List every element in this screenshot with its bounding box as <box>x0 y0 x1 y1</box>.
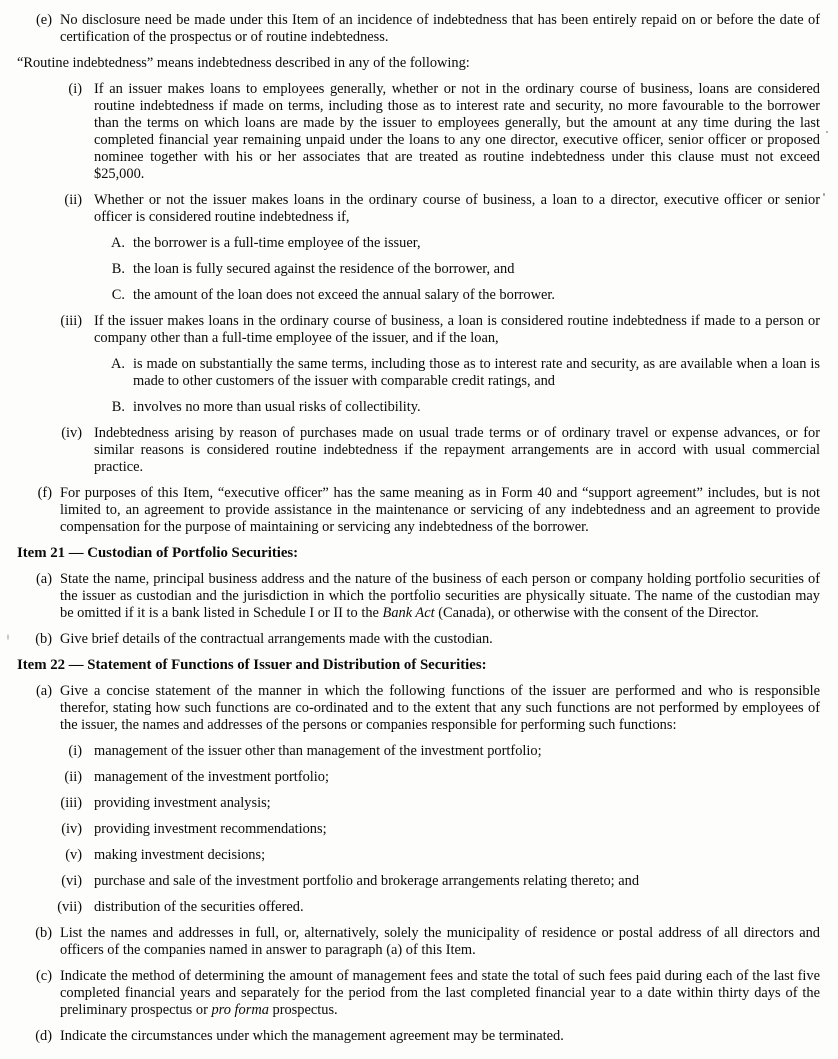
text-run: Indicate the method of determining the amount of management fees and state the total of such fees paid during each of the last five completed financial years and separately for the period from the last completed financial year to a date within thirty days of the preliminary prospectus or <box>60 968 820 1018</box>
list-item <box>0 192 820 226</box>
item-label: B. <box>111 261 125 277</box>
list-item <box>0 399 820 416</box>
item-label: (c) <box>36 968 52 984</box>
item-label: (iii) <box>60 313 82 329</box>
list-item <box>0 847 820 864</box>
item-text <box>94 847 820 864</box>
text-run: If an issuer makes loans to employees generally, whether or not in the ordinary course of business, loans are considered routine indebtedness if made on terms, including those as to interest rate and security, no more favourable to the borrower than the terms on which loans are made by the issuer to employees generally, but the amount at any time during the last completed financial year remaining unpaid under the loans to any one director, executive officer, senior officer or proposed nominee together with his or her associates that are treated as routine indebtedness under this clause must not exceed $25,000. <box>94 81 820 182</box>
item-label: (a) <box>36 571 52 587</box>
item-text <box>94 192 820 226</box>
item-label: (vii) <box>57 899 82 915</box>
item-text <box>60 925 820 959</box>
paragraph <box>17 55 820 72</box>
list-item <box>0 425 820 476</box>
list-item <box>0 81 820 183</box>
list-item <box>0 12 820 46</box>
item-text <box>133 356 820 390</box>
text-run: distribution of the securities offered. <box>94 899 304 915</box>
section-heading <box>17 545 820 562</box>
item-label: A. <box>111 356 125 372</box>
item-text <box>94 313 820 347</box>
item-label: (ii) <box>64 192 82 208</box>
text-run: List the names and addresses in full, or, alternatively, solely the municipality of residence or postal address of all directors and officers of the companies named in answer to paragraph (a) of this Item. <box>60 925 820 958</box>
item-text <box>94 743 820 760</box>
text-run: the loan is fully secured against the residence of the borrower, and <box>133 261 515 277</box>
list-item <box>0 769 820 786</box>
text-run: Whether or not the issuer makes loans in the ordinary course of business, a loan to a director, executive officer or senior officer is considered routine indebtedness if, <box>94 192 820 225</box>
list-item <box>0 261 820 278</box>
item-label: (b) <box>35 925 52 941</box>
text-run: is made on substantially the same terms, including those as to interest rate and security, as are available when a loan is made to other customers of the issuer with comparable credit ratings, and <box>133 356 820 389</box>
item-label: (ii) <box>64 769 82 785</box>
text-run: Item 21 — Custodian of Portfolio Securities: <box>17 545 299 561</box>
item-label: A. <box>111 235 125 251</box>
text-run: the borrower is a full-time employee of the issuer, <box>133 235 421 251</box>
list-item <box>0 356 820 390</box>
list-item <box>0 313 820 347</box>
list-item <box>0 821 820 838</box>
item-label: B. <box>111 399 125 415</box>
item-label: (iv) <box>61 821 82 837</box>
item-text <box>133 261 820 278</box>
scan-speck <box>823 193 825 196</box>
item-text <box>17 55 820 72</box>
item-text <box>60 683 820 734</box>
item-text <box>94 769 820 786</box>
text-run: For purposes of this Item, “executive officer” has the same meaning as in Form 40 and “support agreement” includes, but is not limited to, an agreement to provide assistance in the maintenance or servicing of any indebtedness and an agreement to provide compensation for the purpose of maintaining or servicing any indebtedness of the borrower. <box>60 485 820 535</box>
item-label: (i) <box>68 81 82 97</box>
item-text <box>133 399 820 416</box>
document-body <box>0 12 820 1045</box>
item-label: C. <box>111 287 125 303</box>
italic-text-run: pro forma <box>211 1002 269 1018</box>
item-text <box>94 873 820 890</box>
list-item <box>0 899 820 916</box>
item-label: (e) <box>36 12 52 28</box>
text-run: the amount of the loan does not exceed the annual salary of the borrower. <box>133 287 555 303</box>
section-heading <box>17 657 820 674</box>
list-item <box>0 287 820 304</box>
list-item <box>0 925 820 959</box>
text-run: Indicate the circumstances under which the management agreement may be terminated. <box>60 1028 564 1044</box>
text-run: (Canada), or otherwise with the consent of the Director. <box>434 605 759 621</box>
item-label: (v) <box>65 847 82 863</box>
item-text <box>133 287 820 304</box>
text-run: management of the issuer other than management of the investment portfolio; <box>94 743 542 759</box>
item-text <box>94 821 820 838</box>
item-text <box>60 485 820 536</box>
list-item <box>0 631 820 648</box>
item-text <box>133 235 820 252</box>
list-item <box>0 1028 820 1045</box>
text-run: purchase and sale of the investment portfolio and brokerage arrangements relating thereto; and <box>94 873 640 889</box>
text-run: No disclosure need be made under this Item of an incidence of indebtedness that has been entirely repaid on or before the date of certification of the prospectus or of routine indebtedness. <box>60 12 820 45</box>
text-run: If the issuer makes loans in the ordinary course of business, a loan is considered routine indebtedness if made to a person or company other than a full-time employee of the issuer, and if the loan, <box>94 313 820 346</box>
text-run: Give brief details of the contractual arrangements made with the custodian. <box>60 631 493 647</box>
scan-speck <box>826 131 828 133</box>
item-text <box>94 425 820 476</box>
text-run: providing investment analysis; <box>94 795 271 811</box>
list-item <box>0 795 820 812</box>
list-item <box>0 235 820 252</box>
item-text <box>60 1028 820 1045</box>
item-label: (a) <box>36 683 52 699</box>
text-run: Item 22 — Statement of Functions of Issuer and Distribution of Securities: <box>17 657 487 673</box>
list-item <box>0 485 820 536</box>
list-item <box>0 683 820 734</box>
item-text <box>94 899 820 916</box>
item-text <box>60 631 820 648</box>
list-item <box>0 743 820 760</box>
item-text <box>94 795 820 812</box>
item-label: (b) <box>35 631 52 647</box>
item-label: (iv) <box>61 425 82 441</box>
heading-text <box>17 545 820 562</box>
text-run: making investment decisions; <box>94 847 266 863</box>
item-label: (f) <box>37 485 52 501</box>
list-item <box>0 571 820 622</box>
item-text <box>94 81 820 183</box>
item-text <box>60 968 820 1019</box>
list-item <box>0 968 820 1019</box>
text-run: Indebtedness arising by reason of purchases made on usual trade terms or of ordinary travel or expense advances, or for similar reasons is considered routine indebtedness if the repayment arrangements are in accord with usual commercial practice. <box>94 425 820 475</box>
item-label: (iii) <box>60 795 82 811</box>
text-run: Give a concise statement of the manner in which the following functions of the issuer are performed and who is responsible therefor, stating how such functions are co-ordinated and to the extent that any such functions are not performed by employees of the issuer, the names and addresses of the persons or companies responsible for performing such functions: <box>60 683 820 733</box>
text-run: providing investment recommendations; <box>94 821 327 837</box>
italic-text-run: Bank Act <box>382 605 435 621</box>
text-run: management of the investment portfolio; <box>94 769 329 785</box>
text-run: “Routine indebtedness” means indebtedness described in any of the following: <box>17 55 470 71</box>
text-run: involves no more than usual risks of collectibility. <box>133 399 421 415</box>
item-label: (i) <box>68 743 82 759</box>
item-text <box>60 12 820 46</box>
scan-speck <box>7 634 9 640</box>
list-item <box>0 873 820 890</box>
heading-text <box>17 657 820 674</box>
item-label: (vi) <box>61 873 82 889</box>
item-text <box>60 571 820 622</box>
text-run: State the name, principal business address and the nature of the business of each person or company holding portfolio securities of the issuer as custodian and the jurisdiction in which the portfolio securities are physically situate. The name of the custodian may be omitted if it is a bank listed in Schedule I or II to the <box>60 571 820 621</box>
text-run: prospectus. <box>268 1002 338 1018</box>
item-label: (d) <box>35 1028 52 1044</box>
